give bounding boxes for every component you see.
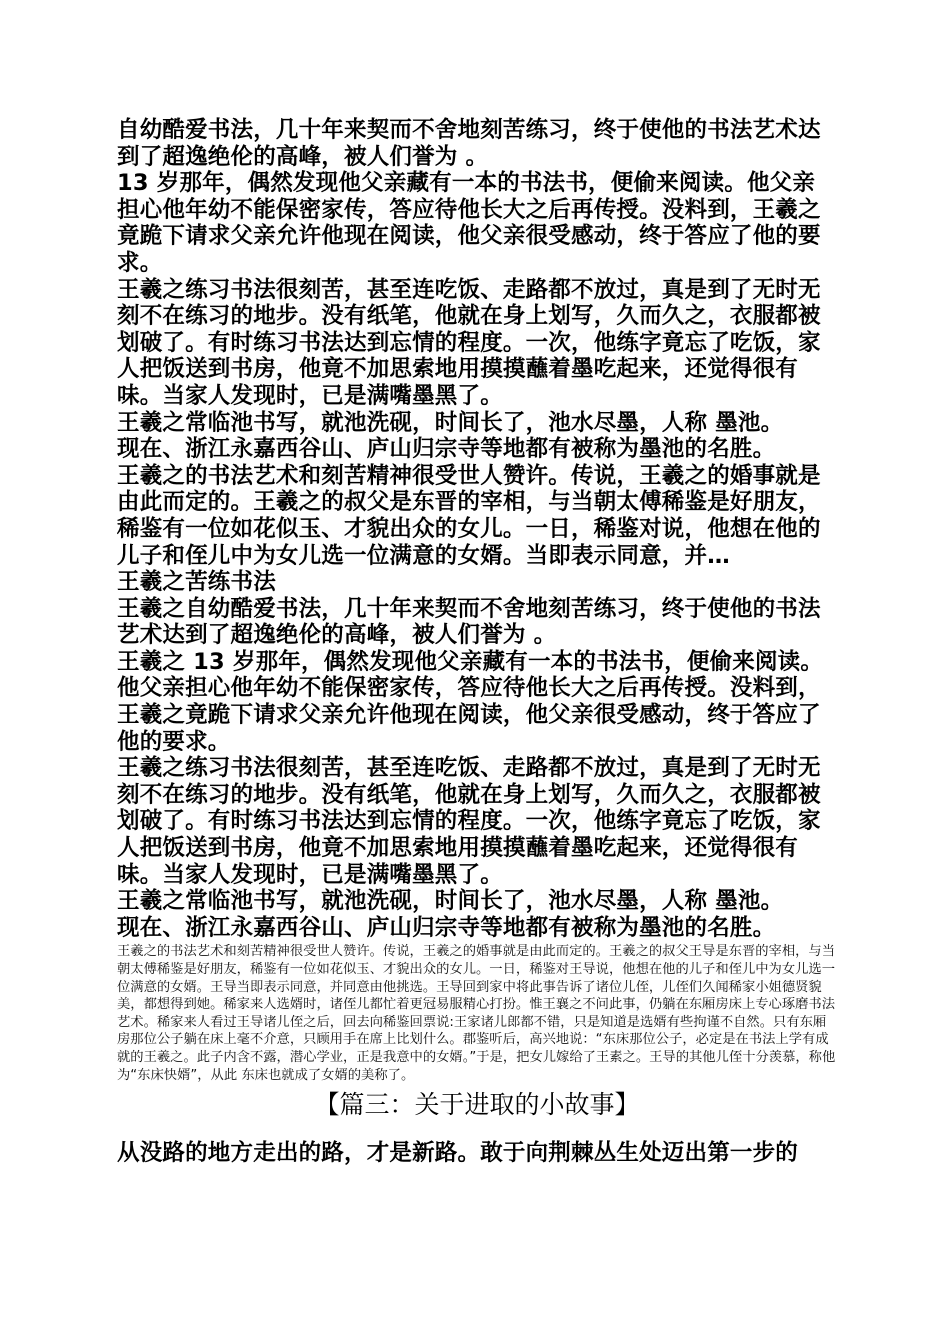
s2-paragraph-4: 王羲之常临池书写，就池洗砚，时间长了，池水尽墨，人称 墨池。 [117, 888, 784, 915]
s1-paragraph-5: 现在、浙江永嘉西谷山、庐山归宗寺等地都有被称为墨池的名胜。 [117, 436, 776, 463]
s1-paragraph-1: 自幼酷爱书法，几十年来契而不舍地刻苦练习，终于使他的书法艺术达到了超逸绝伦的高峰，被人们誉为 。 [117, 117, 821, 170]
document-page [117, 117, 837, 1167]
s2-paragraph-1: 王羲之自幼酷爱书法，几十年来契而不舍地刻苦练习，终于使他的书法艺术达到了超逸绝伦的高峰，被人们誉为 。 [117, 595, 821, 649]
s1-paragraph-3: 王羲之练习书法很刻苦，甚至连吃饭、走路都不放过，真是到了无时无刻不在练习的地步。没有纸笔，他就在身上划写，久而久之，衣服都被划破了。有时练习书法达到忘情的程度。一次，他练字竟忘了吃饭，家人把饭送到书房，他竟不加思索地用摸摸蘸着墨吃起来，还觉得很有味。当家人发现时，已是满嘴墨黑了。 [117, 276, 821, 409]
s2-paragraph-2: 王羲之 13 岁那年，偶然发现他父亲藏有一本的书法书，便偷来阅读。他父亲担心他年幼不能保密家传，答应待他长大之后再传授。没料到，王羲之竟跪下请求父亲允许他现在阅读，他父亲很受感动，终于答应了他的要求。 [117, 648, 824, 755]
s1-paragraph-4: 王羲之常临池书写，就池洗砚，时间长了，池水尽墨，人称 墨池。 [117, 409, 784, 436]
s2-paragraph-6: 王羲之的书法艺术和刻苦精神很受世人赞许。传说，王羲之的婚事就是由此而定的。王羲之的叔父王导是东晋的宰相，与当朝太傅稀鉴是好朋友，稀鉴有一位如花似玉、才貌出众的女儿。一日，稀鉴对王导说，他想在他的儿子和侄儿中为女儿选一位满意的女婿。王导当即表示同意，并同意由他挑选。王导回到家中将此事告诉了诸位儿侄，儿侄们久闻稀家小姐德贤貌美，都想得到她。稀家来人选婿时，诸侄儿都忙着更冠易服精心打扮。惟王襄之不问此事，仍躺在东厢房床上专心琢磨书法艺术。稀家来人看过王导诸儿侄之后，回去向稀鉴回票说:王家诸儿郎都不错，只是知道是选婿有些拘谨不自然。只有东厢房那位公子躺在床上毫不介意，只顾用手在席上比划什么。郡鉴听后，高兴地说：“东床那位公子，必定是在书法上学有成就的王羲之。此子内含不露，潜心学业，正是我意中的女婿。”于是，把女儿嫁给了王素之。王导的其他儿侄十分羡慕，称他为“东床快婿”，从此 东床也就成了女婿的美称了。 [117, 944, 836, 1083]
s2-title: 王羲之苦练书法 [117, 569, 276, 596]
s3-paragraph-1: 从没路的地方走出的路，才是新路。敢于向荆棘丛生处迈出第一步的 [117, 1140, 799, 1167]
s1-paragraph-2: 13 岁那年，偶然发现他父亲藏有一本的书法书，便偷来阅读。他父亲担心他年幼不能保密家传，答应待他长大之后再传授。没料到，王羲之竟跪下请求父亲允许他现在阅读，他父亲很受感动，终于答应了他的要求。 [117, 170, 821, 276]
section3-heading: 【篇三：关于进取的小故事】 [314, 1090, 640, 1120]
s2-paragraph-5: 现在、浙江永嘉西谷山、庐山归宗寺等地都有被称为墨池的名胜。 [117, 914, 776, 941]
s2-paragraph-3: 王羲之练习书法很刻苦，甚至连吃饭、走路都不放过，真是到了无时无刻不在练习的地步。没有纸笔，他就在身上划写，久而久之，衣服都被划破了。有时练习书法达到忘情的程度。一次，他练字竟忘了吃饭，家人把饭送到书房，他竟不加思索地用摸摸蘸着墨吃起来，还觉得很有味。当家人发现时，已是满嘴墨黑了。 [117, 755, 821, 888]
s1-paragraph-6: 王羲之的书法艺术和刻苦精神很受世人赞许。传说，王羲之的婚事就是由此而定的。王羲之的叔父是东晋的宰相，与当朝太傅稀鉴是好朋友，稀鉴有一位如花似玉、才貌出众的女儿。一日，稀鉴对说，他想在他的儿子和侄儿中为女儿选一位满意的女婿。当即表示同意，并… [117, 462, 821, 569]
